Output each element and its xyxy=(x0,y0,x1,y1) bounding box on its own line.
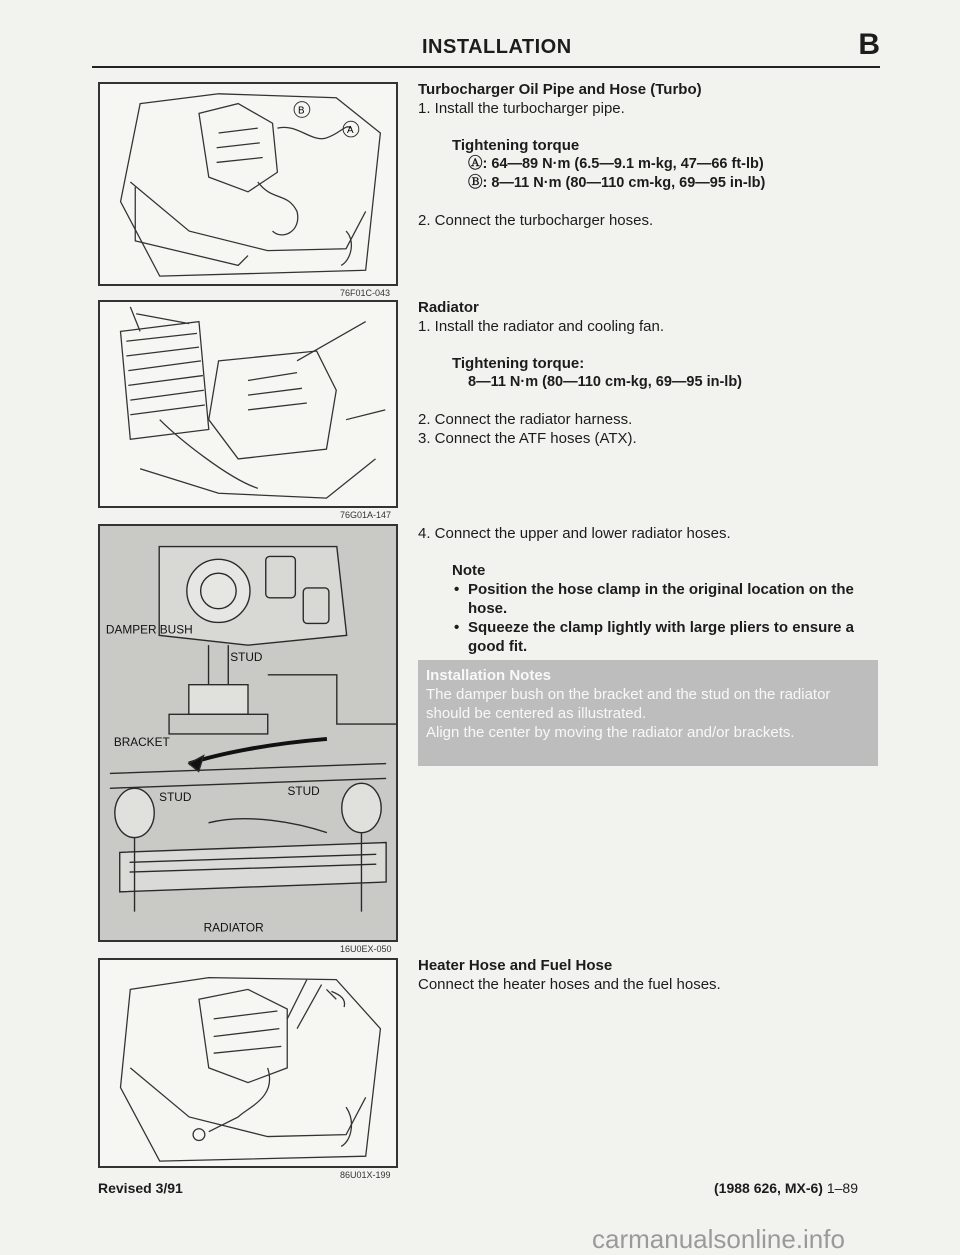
label-bracket: BRACKET xyxy=(113,734,170,749)
figure-heater-hose xyxy=(98,958,398,1168)
figure-code: 16U0EX-050 xyxy=(340,944,392,954)
installation-notes-box xyxy=(418,660,878,766)
figure-code: 76F01C-043 xyxy=(340,288,391,298)
label-stud-top: STUD xyxy=(230,649,263,664)
figure-code: 86U01X-199 xyxy=(340,1170,391,1180)
revision-label: Revised 3/91 xyxy=(98,1180,183,1196)
radiator-install-illustration xyxy=(100,302,396,506)
turbo-step-2: 2. Connect the turbocharger hoses. xyxy=(418,212,654,229)
note-item: • Squeeze the clamp lightly with large pliers to ensure a good fit. xyxy=(452,618,888,656)
label-stud-left: STUD xyxy=(159,790,192,805)
fig1-label-a: A xyxy=(347,125,354,137)
turbo-pipe-illustration xyxy=(100,84,396,284)
heater-hose-illustration xyxy=(100,960,396,1166)
section-letter: B xyxy=(858,28,880,61)
radiator-section-continued xyxy=(418,524,888,656)
page-header xyxy=(92,30,880,68)
turbo-step-1: 1. Install the turbocharger pipe. xyxy=(418,100,625,117)
page-title: INSTALLATION xyxy=(422,36,572,58)
radiator-section xyxy=(418,298,888,448)
label-stud-right: STUD xyxy=(287,784,320,799)
figure-code: 76G01A-147 xyxy=(340,510,392,520)
page-footer xyxy=(714,1180,858,1196)
radiator-step-4: 4. Connect the upper and lower radiator hoses. xyxy=(418,525,731,542)
figure-turbo-pipe xyxy=(98,82,398,286)
radiator-step-1: 1. Install the radiator and cooling fan. xyxy=(418,318,664,335)
heater-text: Connect the heater hoses and the fuel hoses. xyxy=(418,976,721,993)
radiator-torque-heading: Tightening torque: xyxy=(452,355,585,372)
model-label: (1988 626, MX-6) xyxy=(714,1180,823,1196)
figure-damper-bush xyxy=(98,524,398,942)
radiator-step-3: 3. Connect the ATF hoses (ATX). xyxy=(418,430,637,447)
page-number: 1–89 xyxy=(826,1180,858,1196)
radiator-heading: Radiator xyxy=(418,299,479,316)
installation-notes-line-2: Align the center by moving the radiator and/or brackets. xyxy=(426,724,795,741)
installation-notes-line-1: The damper bush on the bracket and the stud on the radiator should be centered as illustrated. xyxy=(426,686,831,722)
installation-notes-title: Installation Notes xyxy=(426,667,552,684)
note-item: • Position the hose clamp in the original location on the hose. xyxy=(452,580,888,618)
radiator-step-2: 2. Connect the radiator harness. xyxy=(418,411,633,428)
label-damper-bush: DAMPER BUSH xyxy=(105,622,193,637)
figure-radiator-install xyxy=(98,300,398,508)
damper-bush-illustration xyxy=(100,526,396,940)
watermark: carmanualsonline.info xyxy=(592,1224,845,1254)
heater-section xyxy=(418,956,888,994)
note-list xyxy=(418,580,888,656)
radiator-torque: 8—11 N·m (80—110 cm-kg, 69—95 in-lb) xyxy=(468,374,742,390)
heater-heading: Heater Hose and Fuel Hose xyxy=(418,957,613,974)
turbo-heading: Turbocharger Oil Pipe and Hose (Turbo) xyxy=(418,81,702,98)
turbo-torque-heading: Tightening torque xyxy=(452,137,580,154)
turbo-torque-a: Ⓐ: 64—89 N·m (6.5—9.1 m-kg, 47—66 ft-lb) xyxy=(468,156,764,172)
label-radiator: RADIATOR xyxy=(203,920,264,935)
fig1-label-b: B xyxy=(298,105,305,117)
turbo-torque-b: Ⓑ: 8—11 N·m (80—110 cm-kg, 69—95 in-lb) xyxy=(468,175,766,191)
turbo-section xyxy=(418,80,888,230)
note-heading: Note xyxy=(452,562,486,579)
